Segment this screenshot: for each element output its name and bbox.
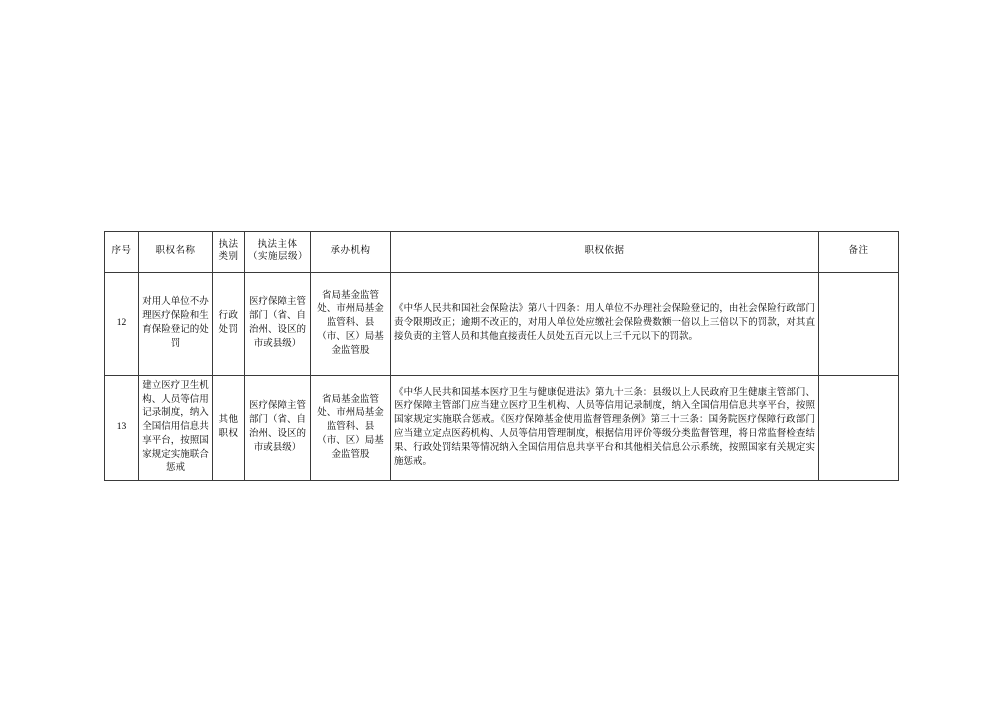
table-row	[105, 376, 899, 481]
cell-basis: 《中华人民共和国基本医疗卫生与健康促进法》第九十三条：县级以上人民政府卫生健康主管部门、医疗保障主管部门应当建立医疗卫生机构、人员等信用记录制度，纳入全国信用信息共享平台，按照国家规定实施联合惩戒。《医疗保障基金使用监督管理条例》第三十三条：国务院医疗保障行政部门应当建立定点医药机构、人员等信用管理制度，根据信用评价等级分类监督管理，将日常监督检查结果、行政处罚结果等情况纳入全国信用信息共享平台和其他相关信息公示系统，按照国家有关规定实施惩戒。	[391, 376, 819, 481]
cell-seq: 13	[105, 376, 139, 481]
header-category-line1: 执法	[218, 240, 239, 251]
table-body	[105, 273, 899, 481]
cell-category: 其他职权	[213, 376, 245, 481]
cell-power-name: 对用人单位不办理医疗保险和生育保险登记的处罚	[139, 273, 213, 376]
header-category-line2: 类别	[218, 252, 239, 262]
power-list-table	[104, 231, 899, 481]
header-remark: 备注	[819, 232, 899, 273]
table-header	[105, 232, 899, 273]
header-subject	[245, 232, 311, 273]
header-subject-line1: 执法主体	[257, 240, 298, 251]
cell-remark	[819, 273, 899, 376]
cell-seq: 12	[105, 273, 139, 376]
cell-category: 行政处罚	[213, 273, 245, 376]
cell-remark	[819, 376, 899, 481]
cell-subject: 医疗保障主管部门（省、自治州、设区的市或县级）	[245, 376, 311, 481]
cell-subject: 医疗保障主管部门（省、自治州、设区的市或县级）	[245, 273, 311, 376]
cell-basis: 《中华人民共和国社会保险法》第八十四条：用人单位不办理社会保险登记的，由社会保险行政部门责令限期改正；逾期不改正的，对用人单位处应缴社会保险费数额一倍以上三倍以下的罚款，对其直接负责的主管人员和其他直接责任人员处五百元以上三千元以下的罚款。	[391, 273, 819, 376]
header-name: 职权名称	[139, 232, 213, 273]
header-subject-line2: （实施层级）	[248, 252, 309, 262]
table-header-row	[105, 232, 899, 273]
header-organization: 承办机构	[311, 232, 391, 273]
cell-organization: 省局基金监管处、市州局基金监管科、县（市、区）局基金监管股	[311, 273, 391, 376]
cell-power-name: 建立医疗卫生机构、人员等信用记录制度，纳入全国信用信息共享平台，按照国家规定实施联合惩戒	[139, 376, 213, 481]
table-row	[105, 273, 899, 376]
cell-organization: 省局基金监管处、市州局基金监管科、县（市、区）局基金监管股	[311, 376, 391, 481]
power-list-table-container	[104, 231, 898, 481]
header-seq: 序号	[105, 232, 139, 273]
header-category	[213, 232, 245, 273]
header-basis: 职权依据	[391, 232, 819, 273]
